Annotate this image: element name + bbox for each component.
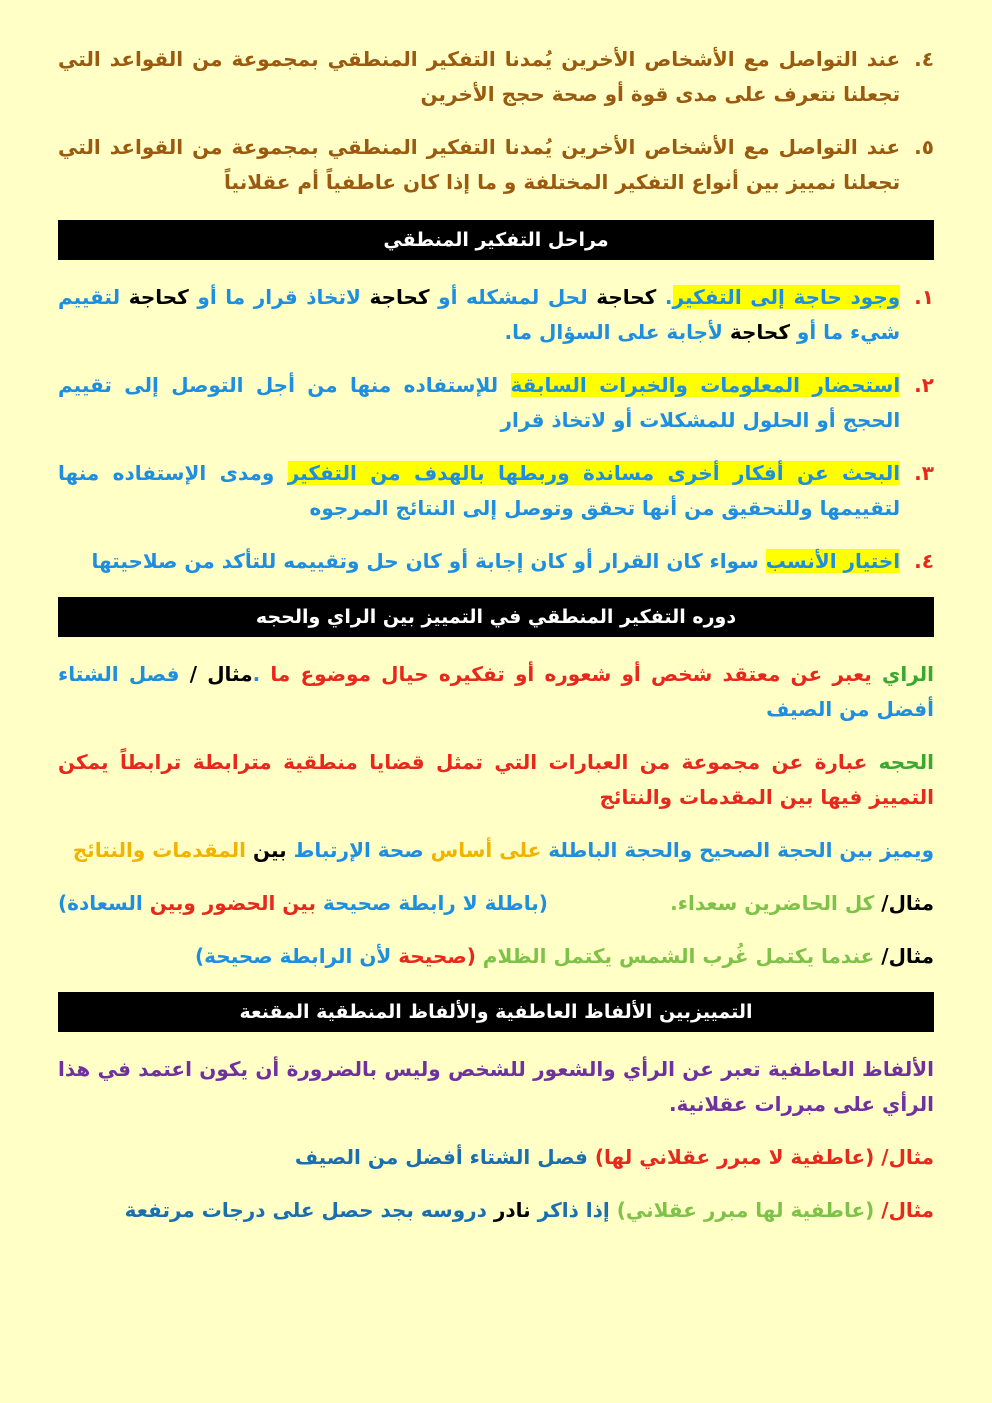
verdict-fragment: السعادة) (58, 891, 143, 915)
text-fragment: لتقييم شيء ما أو (58, 285, 901, 344)
intro-item-4 (58, 42, 934, 112)
stage-item-2 (58, 368, 934, 438)
example-tag: (عاطفية لا مبرر عقلاني لها) (587, 1145, 875, 1169)
verdict-fragment: (باطلة (477, 891, 548, 915)
argument-example-1 (58, 886, 934, 921)
text-fragment: لاتخاذ قرار ما أو (188, 285, 370, 309)
highlighted-phrase: وجود حاجة إلى التفكير (672, 285, 901, 309)
text-fragment: . (252, 662, 261, 686)
text-fragment: صحة الإرتباط (286, 838, 424, 862)
text-fragment: ومدى الإستفاده منها لتقييمها وللتحقيق من أنها تحقق وتوصل إلى النتائج المرجوه (58, 461, 901, 520)
item-number: ٢. (914, 373, 934, 397)
text-fragment: لحل (547, 285, 588, 309)
text-fragment: إذا ذاكر (530, 1198, 610, 1222)
stage-item-4 (58, 544, 934, 579)
item-number: ٣. (914, 461, 934, 485)
text-fragment: بين (246, 838, 287, 862)
verdict-fragment: وبين (142, 891, 196, 915)
example-label: مثال / (179, 662, 253, 686)
highlighted-phrase: البحث عن أفكار أخرى مساندة وربطها بالهدف من التفكير (287, 461, 901, 485)
verdict-fragment: لا رابطة صحيحة (315, 891, 478, 915)
example-label: مثال/ (874, 1145, 934, 1169)
argument-example-2 (58, 939, 934, 974)
example-text: عندما يكتمل غُرب الشمس يكتمل الظلام (475, 944, 875, 968)
distinguish-statement (58, 833, 934, 868)
text-fragment: ويميز بين الحجة الصحيح والحجة الباطلة (541, 838, 934, 862)
verdict-fragment: (صحيحة (391, 944, 476, 968)
item-number: ٤. (914, 47, 934, 71)
example-label: مثال/ (874, 944, 934, 968)
stage-item-3 (58, 456, 934, 526)
example-label: مثال/ (874, 1198, 934, 1222)
term: الحجه (878, 750, 934, 774)
emotional-example-1 (58, 1140, 934, 1175)
verdict-fragment: لأن الرابطة صحيحة) (195, 944, 392, 968)
emotional-example-2 (58, 1193, 934, 1228)
section-header-opinion-vs-argument: دوره التفكير المنطقي في التمييز بين الراي والحجه (58, 597, 934, 637)
item-number: ٥. (914, 135, 934, 159)
highlighted-phrase: استحضار المعلومات والخبرات السابقة (510, 373, 901, 397)
intro-item-5 (58, 130, 934, 200)
text-fragment: المقدمات والنتائج (72, 838, 246, 862)
text-fragment: كحاجة (128, 285, 189, 309)
section-header-logical-thinking-stages: مراحل التفكير المنطقي (58, 220, 934, 260)
text-fragment: . (664, 285, 673, 309)
emotional-words-definition: الألفاظ العاطفية تعبر عن الرأي والشعور للشخص وليس بالضرورة أن يكون اعتمد في هذا الرأي على مبررات عقلانية. (58, 1057, 934, 1116)
argument-definition (58, 745, 934, 815)
example-text: فصل الشتاء أفضل من الصيف (58, 662, 934, 721)
item-text: عند التواصل مع الأشخاص الأخرين يُمدنا التفكير المنطقي بمجموعة من القواعد التي تجعلنا نتعرف على مدى قوة أو صحة حجج الأخرين (58, 47, 901, 106)
text-fragment: سواء كان القرار أو كان إجابة أو كان حل وتقييمه للتأكد من صلاحيتها (91, 549, 766, 573)
text-fragment: نادر (486, 1198, 531, 1222)
example-tag: (عاطفية لها مبرر عقلاني) (609, 1198, 875, 1222)
example-label: مثال/ (874, 891, 934, 915)
text-fragment: على أساس (423, 838, 542, 862)
text-fragment: دروسه بجد حصل على درجات مرتفعة (124, 1198, 487, 1222)
text-fragment: للإستفاده منها من أجل التوصل إلى تقييم الحجج أو الحلول للمشكلات أو لاتخاذ قرار (58, 373, 901, 432)
definition-text: يعبر عن معتقد شخص أو شعوره أو تفكيره حيال موضوع ما (260, 662, 883, 686)
opinion-definition (58, 657, 934, 727)
highlighted-phrase: اختيار الأنسب (765, 549, 901, 573)
item-number: ٤. (914, 549, 934, 573)
term: الراي (882, 662, 935, 686)
example-text: كل الحاضرين سعداء. (670, 891, 875, 915)
section-header-emotional-vs-logical: التمييزبين الألفاظ العاطفية والألفاظ المنطقية المقنعة (58, 992, 934, 1032)
item-number: ١. (914, 285, 934, 309)
item-text: عند التواصل مع الأشخاص الأخرين يُمدنا التفكير المنطقي بمجموعة من القواعد التي تجعلنا نمييز بين أنواع التفكير المختلفة و ما إذا كان عاطفياً أم عقلانياً (58, 135, 901, 194)
text-fragment: كحاجة (729, 320, 790, 344)
example-text: فصل الشتاء أفضل من الصيف (294, 1145, 588, 1169)
text-fragment: كحاجة (369, 285, 430, 309)
verdict-fragment: بين الحضور (195, 891, 316, 915)
stage-item-1 (58, 280, 934, 350)
text-fragment: لمشكله أو (429, 285, 548, 309)
definition-text: عبارة عن مجموعة من العبارات التي تمثل قضايا منطقية مترابطة ترابطاً يمكن التمييز فيها بين المقدمات والنتائج (58, 750, 934, 809)
text-fragment: لأجابة على السؤال ما. (504, 320, 730, 344)
text-fragment: كحاجة (587, 285, 665, 309)
